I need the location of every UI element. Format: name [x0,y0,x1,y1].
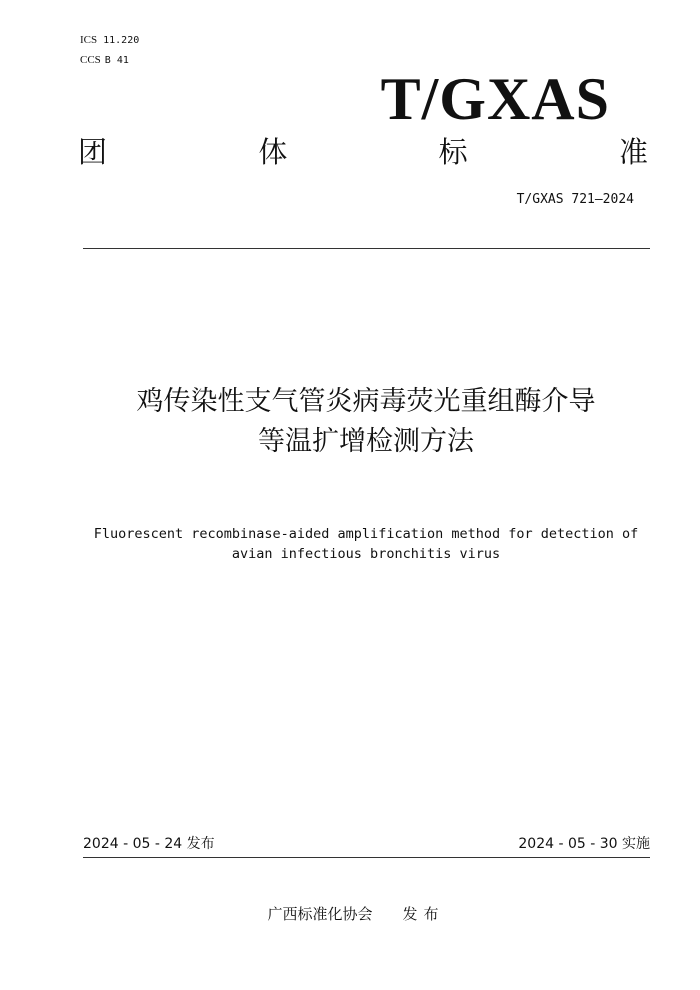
english-title-line-2: avian infectious bronchitis virus [231,546,501,562]
document-type [78,134,648,170]
issuer-organization: 广西标准化协会 [267,905,373,923]
english-title [0,524,700,564]
issuer [0,904,700,924]
doc-type-char: 标 [438,135,468,169]
publish-date: 2024 - 05 - 24 发布 [83,836,215,852]
chinese-title-line-1: 鸡传染性支气管炎病毒荧光重组酶介导 [136,386,596,417]
english-title-line-1: Fluorescent recombinase-aided amplification method for detection of [93,526,639,542]
ccs-value: B 41 [104,55,129,66]
ccs-label: CCS [80,54,101,66]
implement-date: 2024 - 05 - 30 实施 [518,836,650,852]
issuer-action: 发布 [402,905,445,923]
bottom-divider [83,857,650,858]
chinese-title [0,382,700,462]
doc-type-char: 准 [618,135,648,169]
top-divider [83,248,650,249]
chinese-title-line-2: 等温扩增检测方法 [258,426,474,457]
standard-logo: T/GXAS [380,66,610,132]
doc-type-char: 团 [78,135,108,169]
ics-value: 11.220 [103,35,140,46]
document-number: T/GXAS 721—2024 [516,192,634,207]
ics-label: ICS [80,34,98,46]
ccs-code [80,53,129,68]
doc-type-char: 体 [258,135,288,169]
ics-code [80,33,139,48]
